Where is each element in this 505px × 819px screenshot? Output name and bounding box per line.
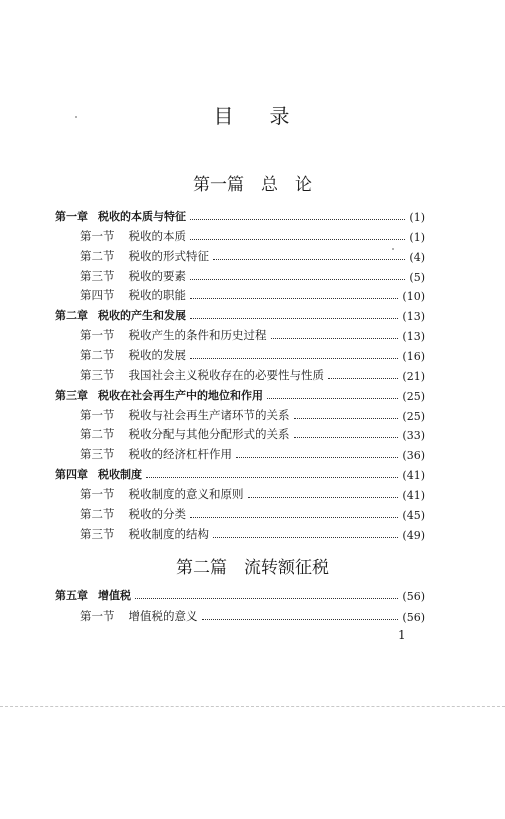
toc-entry-label: [80, 327, 267, 343]
toc-entry-number: 第二节: [80, 506, 115, 521]
toc-entry-page: (25): [402, 389, 425, 403]
toc-chapter-row[interactable]: [55, 305, 425, 323]
toc-entry-label: [80, 248, 209, 264]
toc-entry-label: [80, 486, 244, 502]
dot-leader: [213, 537, 398, 538]
toc-entry-page: (13): [402, 310, 425, 324]
toc-entry-page: (56): [402, 590, 425, 603]
dot-leader: [236, 457, 398, 458]
dot-leader: [294, 437, 399, 438]
toc-entry-number: 第三节: [80, 447, 115, 462]
toc-entry-title: 税收的经济杠杆作用: [128, 447, 232, 462]
dot-leader: [190, 358, 398, 359]
dot-leader: [190, 239, 405, 240]
toc-entry-title: 税收与社会再生产诸环节的关系: [128, 407, 290, 422]
dot-leader: [190, 279, 405, 280]
toc-entry-label: [80, 268, 186, 284]
toc-entry-page: (36): [402, 449, 425, 463]
toc-entry-label: [80, 367, 324, 383]
toc-entry-title: 税收制度的意义和原则: [128, 486, 244, 501]
toc-entry-title: 税收制度的结构: [128, 526, 209, 541]
toc-heading: [0, 100, 505, 129]
toc-entry-label: [80, 228, 186, 244]
toc-section-row[interactable]: [80, 504, 425, 522]
toc-entry-title: 税收的分类: [128, 506, 186, 521]
toc-entry-title: 税收的产生和发展: [98, 309, 186, 323]
toc-section-row[interactable]: [80, 424, 425, 442]
toc-section-row[interactable]: [80, 325, 425, 343]
dot-leader: [190, 219, 405, 220]
dot-leader: [248, 497, 399, 498]
toc-entry-label: [80, 407, 290, 423]
toc-entry-title: 税收的职能: [128, 288, 186, 303]
dot-leader: [267, 398, 398, 399]
toc-entry-title: 增值税: [98, 589, 131, 602]
toc-entry-page: (41): [402, 469, 425, 483]
toc-entry-title: 税收的本质与特征: [98, 210, 186, 223]
toc-entry-number: 第三节: [80, 526, 115, 541]
toc-entry-label: [80, 287, 186, 303]
toc-entry-label: [55, 587, 131, 603]
toc-entry-title: 税收分配与其他分配形式的关系: [128, 427, 290, 442]
toc-entry-label: [80, 426, 290, 442]
toc-entry-page: (5): [409, 270, 425, 284]
toc-entry-label: [55, 466, 142, 482]
part-heading-1: 第一篇 总 论: [193, 175, 312, 195]
dot-leader: [135, 598, 398, 599]
toc-section-row[interactable]: [80, 285, 425, 303]
toc-section-row[interactable]: [80, 345, 425, 363]
toc-entry-title: 税收制度: [98, 468, 142, 482]
toc-entry-page: (1): [409, 230, 425, 244]
toc-entry-number: 第一节: [80, 486, 115, 501]
toc-entry-page: (45): [402, 508, 425, 522]
toc-entry-number: 第三节: [80, 367, 115, 382]
toc-entry-title: 税收在社会再生产中的地位和作用: [98, 388, 263, 402]
toc-entry-label: [80, 506, 186, 522]
part-heading-2: 第二篇 流转额征税: [176, 558, 329, 578]
toc-entry-number: 第一章: [55, 210, 88, 223]
toc-entry-number: 第一节: [80, 407, 115, 422]
toc-entry-page: (41): [402, 488, 425, 502]
toc-entry-title: 税收的发展: [128, 347, 186, 362]
toc-chapter-row[interactable]: [55, 585, 425, 603]
dot-leader: [271, 338, 399, 339]
toc-entry-label: [55, 208, 186, 224]
toc-entry-number: 第四节: [80, 288, 115, 303]
dot-leader: [202, 619, 399, 620]
toc-entry-number: 第五章: [55, 589, 88, 602]
page-bottom-rule: [0, 706, 505, 707]
page-number: 1: [398, 628, 406, 642]
toc-entry-title: 税收产生的条件和历史过程: [128, 328, 267, 343]
toc-entry-label: [80, 608, 198, 624]
toc-entry-number: 第二节: [80, 347, 115, 362]
toc-entry-page: (10): [402, 290, 425, 304]
toc-section-row[interactable]: [80, 444, 425, 462]
toc-entry-title: 增值税的意义: [128, 609, 198, 623]
toc-entry-number: 第一节: [80, 328, 115, 343]
toc-section-row[interactable]: [80, 266, 425, 284]
print-speck: [75, 116, 77, 118]
dot-leader: [190, 517, 398, 518]
toc-entry-number: 第三章: [55, 388, 88, 402]
dot-leader: [328, 378, 398, 379]
toc-entry-label: [80, 526, 209, 542]
toc-entry-number: 第四章: [55, 468, 88, 482]
dot-leader: [213, 259, 405, 260]
toc-entry-title: 税收的要素: [128, 268, 186, 283]
dot-leader: [190, 318, 398, 319]
toc-entry-label: [55, 307, 186, 323]
dot-leader: [294, 418, 399, 419]
toc-entry-page: (4): [409, 250, 425, 264]
dot-leader: [190, 298, 398, 299]
toc-entry-number: 第三节: [80, 268, 115, 283]
toc-chapter-row[interactable]: [55, 206, 425, 224]
toc-heading-char-1: 目: [213, 104, 236, 128]
toc-entry-page: (49): [402, 528, 425, 542]
toc-entry-label: [80, 347, 186, 363]
toc-entry-page: (21): [402, 369, 425, 383]
toc-section-row[interactable]: [80, 405, 425, 423]
toc-entry-page: (16): [402, 349, 425, 363]
toc-section-row[interactable]: [80, 226, 425, 244]
toc-entry-label: [55, 387, 263, 403]
toc-chapter-row[interactable]: [55, 464, 425, 482]
toc-entry-page: (56): [402, 611, 425, 624]
toc-entry-number: 第一节: [80, 228, 115, 243]
toc-heading-char-2: 录: [269, 104, 292, 128]
toc-section-row[interactable]: [80, 524, 425, 542]
toc-entry-title: 税收的本质: [128, 228, 186, 243]
toc-entry-title: 税收的形式特征: [128, 248, 209, 263]
toc-entry-page: (1): [409, 211, 425, 224]
print-speck: [392, 248, 394, 250]
toc-section-row[interactable]: [80, 484, 425, 502]
toc-entry-label: [80, 446, 232, 462]
toc-entry-number: 第二节: [80, 427, 115, 442]
toc-entry-title: 我国社会主义税收存在的必要性与性质: [128, 367, 324, 382]
toc-section-row[interactable]: [80, 606, 425, 624]
toc-entry-number: 第一节: [80, 609, 115, 623]
toc-entry-page: (25): [402, 409, 425, 423]
dot-leader: [146, 477, 398, 478]
toc-entry-page: (13): [402, 330, 425, 344]
toc-entry-number: 第二章: [55, 309, 88, 323]
toc-chapter-row[interactable]: [55, 385, 425, 403]
toc-entry-number: 第二节: [80, 248, 115, 263]
toc-section-row[interactable]: [80, 246, 425, 264]
toc-section-row[interactable]: [80, 365, 425, 383]
toc-entry-page: (33): [402, 429, 425, 443]
